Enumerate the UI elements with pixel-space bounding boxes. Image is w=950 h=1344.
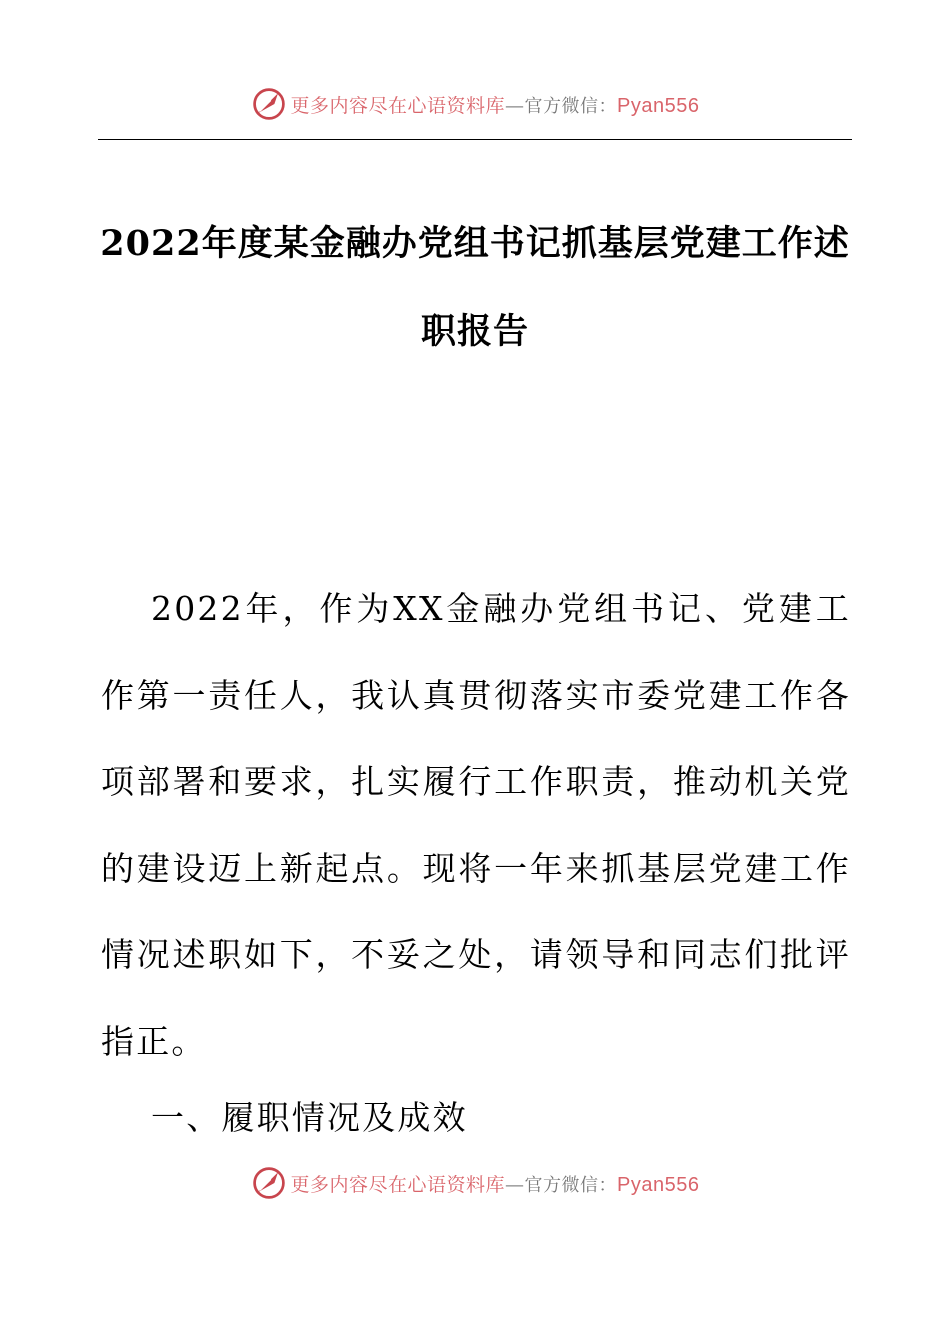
quill-logo-icon [251, 86, 287, 122]
banner-wechat-label: 官方微信： [524, 95, 618, 117]
section-heading: 一、履职情况及成效 [151, 1098, 468, 1137]
banner-text: 更多内容尽在心语资料库 [290, 94, 506, 117]
document-title: 2022年度某金融办党组书记抓基层党建工作述职报告 [100, 223, 850, 352]
header-divider [98, 139, 852, 140]
intro-paragraph: 2022年，作为XX金融办党组书记、党建工作第一责任人，我认真贯彻落实市委党建工作各项部署和要求，扎实履行工作职责，推动机关党的建设迈上新起点。现将一年来抓基层党建工作情况述职如下，不妥之处，请领导和同志们批评指正。 [101, 589, 851, 1061]
footer-banner-wechat-label: 官方微信： [524, 1174, 618, 1196]
header-banner [0, 84, 950, 124]
banner-wechat-id: Pyan556 [617, 94, 700, 117]
banner-separator: — [505, 94, 525, 117]
footer-banner-text: 更多内容尽在心语资料库 [290, 1173, 506, 1196]
footer-banner-wechat-id: Pyan556 [617, 1173, 700, 1196]
footer-banner-separator: — [505, 1173, 525, 1196]
footer-banner [0, 1163, 950, 1203]
quill-logo-icon [251, 1165, 287, 1201]
